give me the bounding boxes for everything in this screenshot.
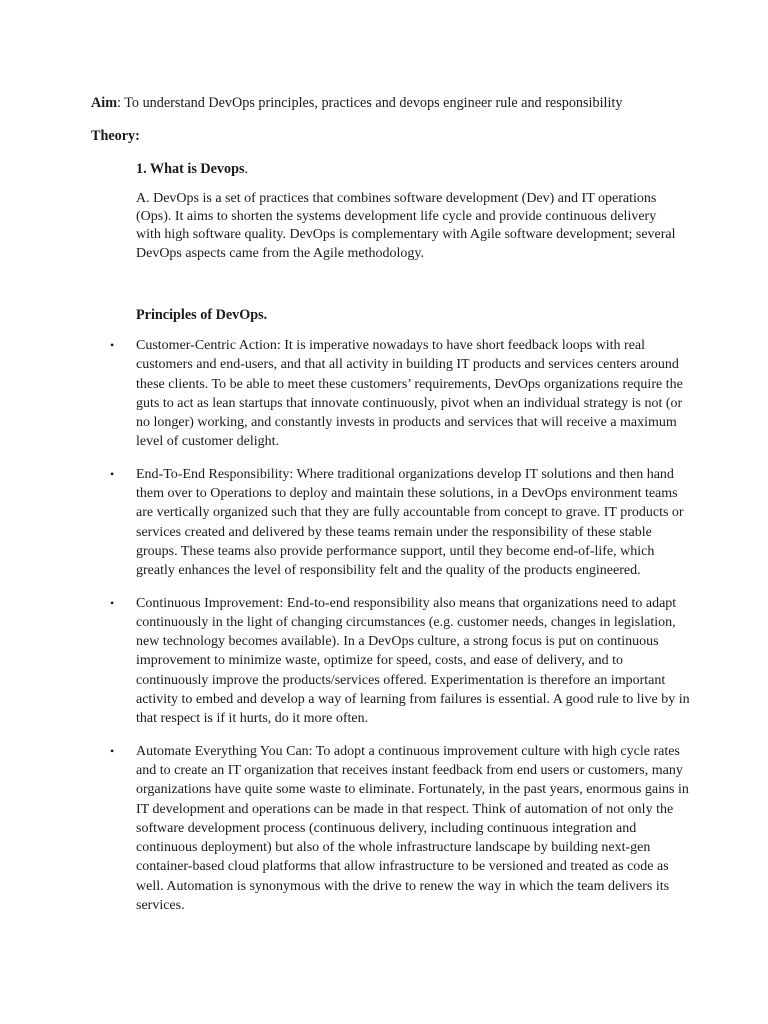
aim-label: Aim	[91, 95, 118, 111]
aim-statement	[91, 93, 731, 113]
bullet-icon: •	[110, 595, 115, 610]
list-item	[110, 336, 690, 452]
list-item	[110, 742, 690, 916]
theory-heading: Theory:	[91, 128, 140, 144]
bullet-icon: •	[110, 338, 115, 352]
section-title-suffix: .	[244, 161, 249, 177]
list-item-text: Customer-Centric Action: It is imperative nowadays to have short feedback loops with real customers and end-users, and that all activity in building IT products and services centers around these clients. To be able to meet these customers’ requirements, DevOps organizations require the guts to act as lean startups that innovate continuously, pivot when an individual strategy is not (or no longer) working, and constantly invests in products and services that will receive a maximum level of customer delight.	[136, 338, 683, 450]
bullet-icon: •	[110, 743, 115, 758]
section-title-text: 1. What is Devops	[136, 161, 245, 177]
devops-definition-paragraph: A. DevOps is a set of practices that combines software development (Dev) and IT operations (Ops). It aims to shorten the systems development life cycle and provide continuous delivery with high software quality. DevOps is complementary with Agile software development; several DevOps aspects came from the Agile methodology.	[136, 191, 676, 261]
list-item-text: Continuous Improvement: End-to-end responsibility also means that organizations need to adapt continuously in the light of changing circumstances (e.g. customer needs, changes in legislation, new technology becomes available). In a DevOps culture, a strong focus is put on continuous improvement to minimize waste, optimize for speed, costs, and ease of delivery, and to continuously improve the products/services offered. Experimentation is therefore an important activity to embed and develop a way of learning from failures is essential. A good rule to live by in that respect is if it hurts, do it more often.	[136, 595, 690, 727]
list-item-text: End-To-End Responsibility: Where traditional organizations develop IT solutions and then hand them over to Operations to deploy and maintain these solutions, in a DevOps environment teams are vertically organized such that they are fully accountable from concept to grave. IT products or services created and delivered by these teams remain under the responsibility of these stable groups. These teams also provide performance support, until they become end-of-life, which greatly enhances the level of responsibility felt and the quality of the products engineered.	[136, 466, 684, 579]
list-item	[110, 594, 690, 729]
principles-list	[110, 336, 690, 928]
bullet-icon: •	[110, 466, 115, 481]
list-item	[110, 465, 690, 581]
section-title-what-is-devops	[136, 159, 248, 179]
aim-text: : To understand DevOps principles, practices and devops engineer rule and responsibility	[117, 95, 623, 111]
list-item-text: Automate Everything You Can: To adopt a continuous improvement culture with high cycle rates and to create an IT organization that receives instant feedback from end users or customers, many organizations have quite some waste to eliminate. Fortunately, in the past years, enormous gains in IT development and operations can be made in that respect. Think of automation of not only the software development process (continuous delivery, including continuous integration and continuous deployment) but also of the whole infrastructure landscape by building next-gen container-based cloud platforms that allow infrastructure to be versioned and treated as code as well. Automation is synonymous with the drive to renew the way in which the team delivers its services.	[136, 743, 689, 914]
principles-heading: Principles of DevOps.	[136, 307, 268, 323]
